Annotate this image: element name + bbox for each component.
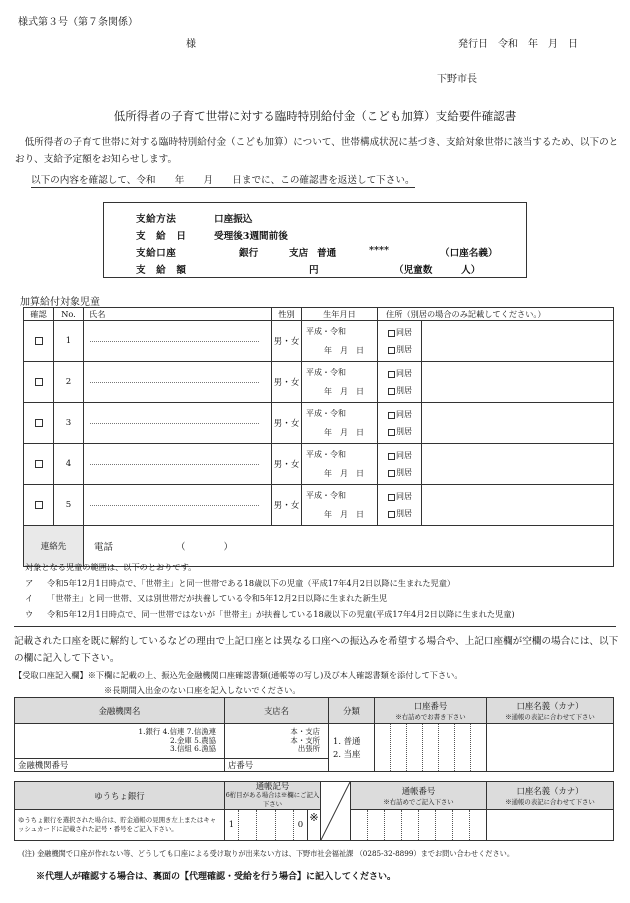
account-holder-label: （口座名義） bbox=[440, 248, 498, 259]
eligibility-text: 「世帯主」と同一世帯、又は別世帯だが扶養している令和5年12月2日以降に生まれた新生児 bbox=[47, 593, 388, 603]
yucho-holder-sub: ※通帳の表記に合わせて下さい bbox=[505, 798, 595, 806]
phone-parens: （ ） bbox=[176, 542, 234, 553]
child-dob-field[interactable] bbox=[302, 403, 378, 444]
header-name: 氏名 bbox=[84, 308, 272, 321]
eligibility-mark: ウ bbox=[25, 608, 34, 619]
residence-same-option[interactable] bbox=[388, 324, 421, 341]
issuer: 下野市長 bbox=[437, 74, 477, 85]
residence-separate-label: 別居 bbox=[396, 509, 412, 518]
document-title: 低所得者の子育て世帯に対する臨時特別給付金（こども加算）支給要件確認書 bbox=[113, 109, 517, 123]
child-confirm-checkbox[interactable] bbox=[24, 403, 54, 444]
dob-era: 平成・令和 bbox=[306, 368, 346, 377]
holder-sub: ※通帳の表記に合わせて下さい bbox=[505, 713, 595, 721]
child-address-field[interactable] bbox=[422, 485, 614, 526]
residence-same-label: 同居 bbox=[396, 451, 412, 460]
residence-same-label: 同居 bbox=[396, 328, 412, 337]
child-residence-field[interactable] bbox=[378, 485, 422, 526]
payment-account-label: 支給口座 bbox=[136, 248, 177, 259]
institution-code-field[interactable] bbox=[15, 758, 225, 771]
footnote: (注) 金融機関で口座が作れない等、どうしても口座による受け取りが出来ない方は、下野市社会福祉課 （0285-32-8899）までお問い合わせください。 bbox=[22, 849, 515, 858]
child-dob-field[interactable] bbox=[302, 362, 378, 403]
yucho-symbol-sub: 6桁目がある場合は※欄にご記入下さい bbox=[225, 791, 320, 808]
checkbox-icon bbox=[388, 511, 395, 518]
child-gender-field[interactable]: 男・女 bbox=[272, 321, 302, 362]
dob-era: 平成・令和 bbox=[306, 327, 346, 336]
child-gender-field[interactable]: 男・女 bbox=[272, 485, 302, 526]
child-address-field[interactable] bbox=[422, 403, 614, 444]
residence-separate-label: 別居 bbox=[396, 386, 412, 395]
child-confirm-checkbox[interactable] bbox=[24, 362, 54, 403]
checkbox-icon bbox=[388, 453, 395, 460]
category-field[interactable] bbox=[329, 724, 375, 772]
children-header-row bbox=[24, 308, 614, 321]
eligibility-text: 令和5年12月1日時点で、同一世帯ではないが「世帯主」が扶養している18歳以下の児童(平成17年4月2日以降に生まれた児童) bbox=[47, 608, 515, 619]
checkbox-icon bbox=[388, 347, 395, 354]
phone-label: 電話 bbox=[94, 542, 114, 553]
child-residence-field[interactable] bbox=[378, 362, 422, 403]
residence-separate-label: 別居 bbox=[396, 345, 412, 354]
header-no: No. bbox=[54, 308, 84, 321]
child-no: 4 bbox=[54, 444, 84, 485]
residence-separate-option[interactable] bbox=[388, 505, 421, 522]
payment-amount-label: 支 給 額 bbox=[136, 265, 187, 276]
branch-label: 支店 bbox=[289, 248, 309, 259]
dob-date: 年 月 日 bbox=[324, 510, 364, 519]
residence-separate-option[interactable] bbox=[388, 423, 421, 440]
branch-code-label: 店番号 bbox=[228, 759, 254, 770]
checkbox-icon bbox=[35, 460, 43, 468]
yucho-symbol-last: 0 bbox=[294, 810, 308, 840]
checkbox-icon bbox=[35, 378, 43, 386]
yucho-holder-title: 口座名義（カナ） bbox=[516, 786, 584, 796]
header-gender: 性別 bbox=[272, 308, 302, 321]
holder-title: 口座名義（カナ） bbox=[516, 701, 584, 711]
account-type: 普通 bbox=[317, 248, 337, 259]
bank-label: 銀行 bbox=[239, 248, 259, 259]
residence-separate-option[interactable] bbox=[388, 464, 421, 481]
child-no: 1 bbox=[54, 321, 84, 362]
bank-type-line: 1.銀行 4.信連 7.信漁連 bbox=[138, 727, 216, 737]
account-no-title: 口座番号 bbox=[413, 701, 448, 711]
child-gender-field[interactable]: 男・女 bbox=[272, 362, 302, 403]
eligibility-item bbox=[25, 576, 615, 592]
category-option-futsu: 1. 普通 bbox=[333, 735, 361, 746]
yucho-header-row bbox=[15, 782, 614, 810]
header-check: 確認 bbox=[24, 308, 54, 321]
dob-era: 平成・令和 bbox=[306, 450, 346, 459]
yucho-symbol-header bbox=[225, 782, 321, 810]
dob-date: 年 月 日 bbox=[324, 387, 364, 396]
yucho-number-sub: ※右詰めでご記入下さい bbox=[383, 798, 454, 806]
issue-date: 発行日 令和 年 月 日 bbox=[458, 39, 578, 50]
child-no: 3 bbox=[54, 403, 84, 444]
children-table bbox=[23, 307, 614, 567]
yucho-holder-field[interactable] bbox=[487, 810, 614, 841]
yucho-number-header bbox=[351, 782, 487, 810]
yucho-number-title: 通帳番号 bbox=[401, 786, 436, 796]
residence-same-label: 同居 bbox=[396, 369, 412, 378]
yucho-input-row bbox=[15, 810, 614, 841]
child-dob-field[interactable] bbox=[302, 485, 378, 526]
account-no-sub: ※右詰めでお書き下さい bbox=[395, 713, 466, 721]
checkbox-icon bbox=[35, 419, 43, 427]
child-name-field[interactable] bbox=[84, 485, 272, 526]
child-row bbox=[24, 362, 614, 403]
branch-type-line: 本・支所 bbox=[290, 735, 320, 745]
yucho-symbol-title: 通帳記号 bbox=[255, 781, 290, 791]
residence-same-option[interactable] bbox=[388, 365, 421, 382]
intro-text bbox=[15, 134, 620, 168]
children-caption: 加算給付対象児童 bbox=[20, 297, 100, 308]
child-address-field[interactable] bbox=[422, 321, 614, 362]
diagonal-line bbox=[321, 782, 350, 840]
yucho-number-field[interactable] bbox=[351, 810, 487, 841]
amount-unit: 円 bbox=[309, 265, 319, 276]
eligibility-item bbox=[25, 591, 615, 607]
account-no-header bbox=[375, 698, 487, 724]
child-row bbox=[24, 485, 614, 526]
child-name-field[interactable] bbox=[84, 403, 272, 444]
yucho-number-digits bbox=[351, 810, 486, 840]
confirm-deadline: 以下の内容を確認して、令和 年 月 日までに、この確認書を返送して下さい。 bbox=[31, 172, 415, 188]
addressee-suffix: 様 bbox=[186, 39, 196, 50]
child-row bbox=[24, 403, 614, 444]
institution-code-label: 金融機関番号 bbox=[18, 759, 69, 770]
child-count: （児童数 人） bbox=[394, 265, 481, 276]
bank-input-row bbox=[15, 724, 614, 759]
residence-same-label: 同居 bbox=[396, 492, 412, 501]
account-number: **** bbox=[369, 245, 390, 256]
eligibility-intro: 対象となる児童の範囲は、以下のとおりです。 bbox=[25, 562, 197, 572]
child-address-field[interactable] bbox=[422, 444, 614, 485]
child-confirm-checkbox[interactable] bbox=[24, 444, 54, 485]
child-row bbox=[24, 321, 614, 362]
branch-code-field[interactable] bbox=[225, 758, 329, 771]
child-dob-field[interactable] bbox=[302, 444, 378, 485]
institution-header: 金融機関名 bbox=[15, 698, 225, 724]
contact-label: 連絡先 bbox=[24, 526, 84, 567]
checkbox-icon bbox=[388, 388, 395, 395]
eligibility-text: 令和5年12月1日時点で、「世帯主」と同一世帯である18歳以下の児童（平成17年4月2日以降に生まれた児童） bbox=[47, 577, 456, 588]
payment-date-value: 受理後3週間前後 bbox=[214, 231, 288, 242]
dob-date: 年 月 日 bbox=[324, 346, 364, 355]
yucho-symbol-field[interactable] bbox=[225, 810, 321, 841]
child-confirm-checkbox[interactable] bbox=[24, 485, 54, 526]
child-no: 5 bbox=[54, 485, 84, 526]
residence-same-option[interactable] bbox=[388, 447, 421, 464]
account-number-digits bbox=[375, 724, 486, 771]
institution-name-field[interactable] bbox=[15, 724, 225, 759]
eligibility-mark: ア bbox=[25, 577, 34, 588]
children-body bbox=[24, 321, 614, 526]
residence-separate-label: 別居 bbox=[396, 468, 412, 477]
branch-name-field[interactable] bbox=[225, 724, 329, 759]
yucho-holder-header bbox=[487, 782, 614, 810]
child-name-field[interactable] bbox=[84, 444, 272, 485]
child-address-field[interactable] bbox=[422, 362, 614, 403]
child-no: 2 bbox=[54, 362, 84, 403]
child-gender-field[interactable]: 男・女 bbox=[272, 444, 302, 485]
residence-separate-option[interactable] bbox=[388, 341, 421, 358]
payment-method-value: 口座振込 bbox=[214, 214, 253, 225]
residence-same-option[interactable] bbox=[388, 406, 421, 423]
child-name-field[interactable] bbox=[84, 362, 272, 403]
intro-paragraph: 低所得者の子育て世帯に対する臨時特別給付金（こども加算）について、世帯構成状況に基づき、支給対象世帯に該当するため、以下のとおり、支給予定額をお知らせします。 bbox=[15, 137, 619, 165]
eligibility-mark: イ bbox=[25, 593, 34, 603]
branch-type-line: 出張所 bbox=[297, 744, 320, 754]
child-name-field[interactable] bbox=[84, 321, 272, 362]
category-option-toza: 2. 当座 bbox=[333, 748, 361, 759]
branch-header: 支店名 bbox=[225, 698, 329, 724]
category-header: 分類 bbox=[329, 698, 375, 724]
form-id: 様式第３号（第７条関係） bbox=[18, 17, 138, 28]
checkbox-icon bbox=[388, 494, 395, 501]
account-holder-field[interactable] bbox=[487, 724, 614, 772]
payment-date-label: 支 給 日 bbox=[136, 231, 187, 242]
dob-era: 平成・令和 bbox=[306, 409, 346, 418]
eligibility-item bbox=[25, 607, 615, 623]
yucho-asterisk: ※ bbox=[309, 811, 319, 824]
dob-era: 平成・令和 bbox=[306, 491, 346, 500]
child-row bbox=[24, 444, 614, 485]
proxy-note: ※代理人が確認する場合は、裏面の【代理確認・受給を行う場合】に記入してください。 bbox=[36, 872, 397, 882]
payment-method-label: 支給方法 bbox=[136, 214, 177, 225]
checkbox-icon bbox=[388, 429, 395, 436]
account-number-field[interactable] bbox=[375, 724, 487, 772]
yucho-account-table bbox=[14, 781, 614, 841]
bank-header-row bbox=[15, 698, 614, 724]
child-residence-field[interactable] bbox=[378, 321, 422, 362]
section-divider bbox=[14, 626, 616, 627]
bank-type-line: 2.金庫 5.農協 bbox=[169, 735, 216, 745]
child-gender-field[interactable]: 男・女 bbox=[272, 403, 302, 444]
yucho-symbol-digits bbox=[225, 810, 320, 840]
child-residence-field[interactable] bbox=[378, 403, 422, 444]
branch-type-line: 本・支店 bbox=[290, 727, 320, 737]
checkbox-icon bbox=[388, 371, 395, 378]
residence-same-option[interactable] bbox=[388, 488, 421, 505]
yucho-note: ゆうちょ銀行を選択された場合は、貯金通帳の見開き左上またはキャッシュカードに記載された記号・番号をご記入下さい。 bbox=[15, 810, 225, 841]
payment-info-box bbox=[103, 202, 527, 278]
dob-date: 年 月 日 bbox=[324, 469, 364, 478]
residence-separate-label: 別居 bbox=[396, 427, 412, 436]
yucho-name: ゆうちょ銀行 bbox=[15, 782, 225, 810]
header-dob: 生年月日 bbox=[302, 308, 378, 321]
yucho-blank-cell bbox=[321, 782, 351, 841]
bank-type-line: 3.信組 6.漁協 bbox=[169, 744, 216, 754]
child-confirm-checkbox[interactable] bbox=[24, 321, 54, 362]
checkbox-icon bbox=[388, 470, 395, 477]
checkbox-icon bbox=[35, 501, 43, 509]
holder-header bbox=[487, 698, 614, 724]
dob-date: 年 月 日 bbox=[324, 428, 364, 437]
transfer-account-header: 【受取口座記入欄】※下欄に記載の上、振込先金融機関口座確認書類(通帳等の写し)及び本人確認書類を添付して下さい。 bbox=[14, 670, 463, 680]
transfer-account-note: ※長期間入出金のない口座を記入しないでください。 bbox=[104, 685, 301, 695]
yucho-symbol-first: 1 bbox=[225, 810, 239, 840]
eligibility-section bbox=[25, 560, 615, 622]
child-residence-field[interactable] bbox=[378, 444, 422, 485]
checkbox-icon bbox=[388, 412, 395, 419]
bank-account-table bbox=[14, 697, 614, 772]
residence-same-label: 同居 bbox=[396, 410, 412, 419]
header-address: 住所（別居の場合のみ記載してください。） bbox=[378, 308, 614, 321]
alt-account-notice: 記載された口座を既に解約しているなどの理由で上記口座とは異なる口座への振込みを希望する場合や、上記口座欄が空欄の場合には、以下の欄に記入して下さい。 bbox=[14, 636, 619, 664]
checkbox-icon bbox=[35, 337, 43, 345]
residence-separate-option[interactable] bbox=[388, 382, 421, 399]
child-dob-field[interactable] bbox=[302, 321, 378, 362]
checkbox-icon bbox=[388, 330, 395, 337]
